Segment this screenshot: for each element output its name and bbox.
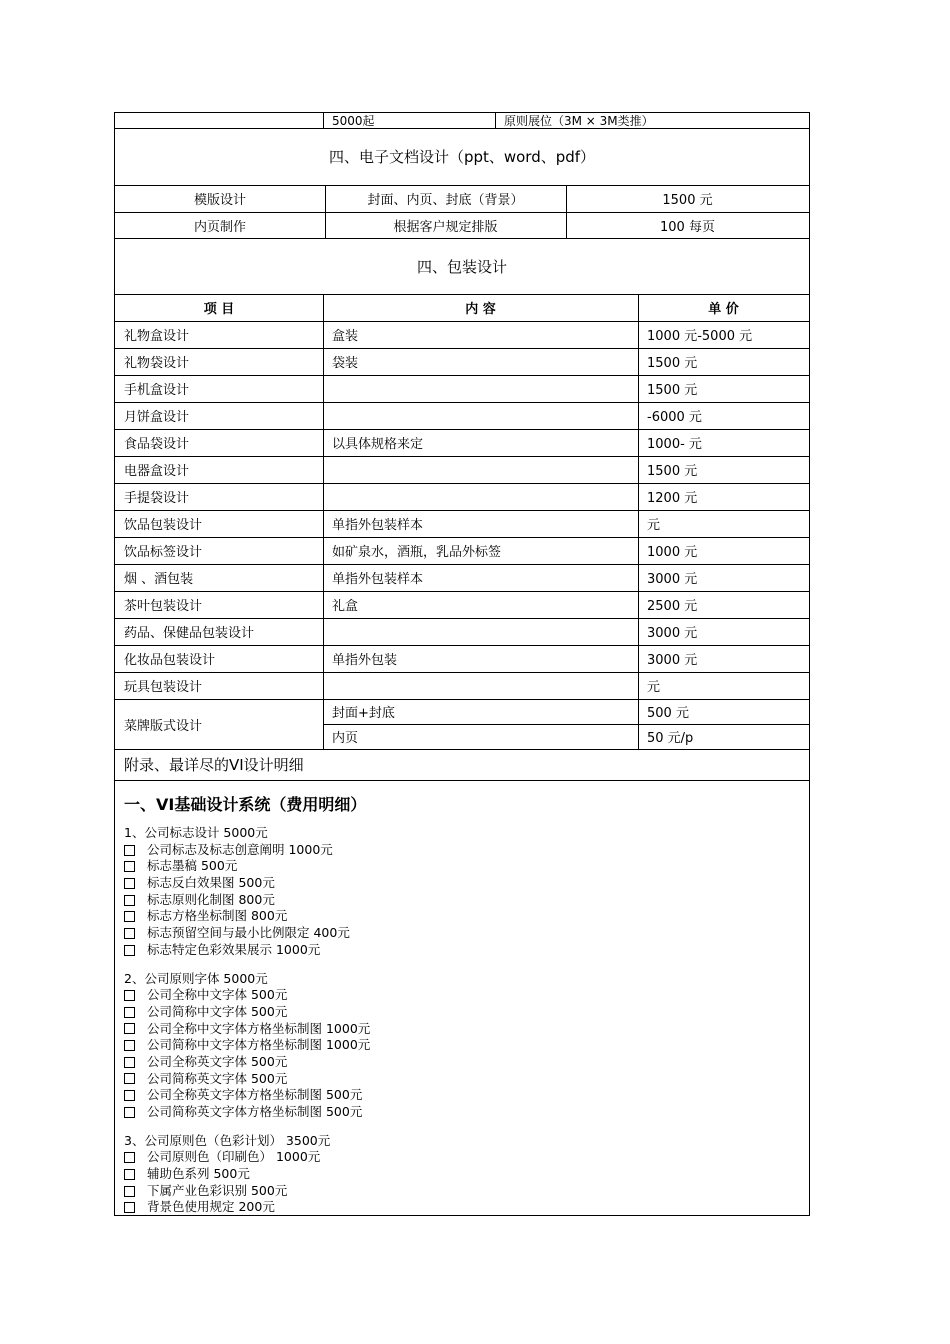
vi-item-label: 背景色使用规定 200元 bbox=[147, 1199, 275, 1215]
column-header-price: 单 价 bbox=[708, 302, 739, 317]
table-cell-content bbox=[323, 672, 638, 699]
table-cell-content: 以具体规格来定 bbox=[332, 437, 424, 452]
spacer bbox=[124, 959, 370, 971]
checkbox-icon bbox=[124, 1107, 135, 1118]
checkbox-icon bbox=[124, 928, 135, 939]
vi-item-label: 标志反白效果图 500元 bbox=[147, 875, 275, 891]
checkbox-icon bbox=[124, 1152, 135, 1163]
table-cell-item: 饮品标签设计 bbox=[124, 545, 203, 560]
vi-item-label: 标志方格坐标制图 800元 bbox=[147, 908, 288, 924]
section-title-packaging: 四、包装设计 bbox=[416, 257, 507, 276]
checkbox-icon bbox=[124, 1073, 135, 1084]
vi-list-item bbox=[124, 1071, 370, 1088]
vi-list-item bbox=[124, 908, 370, 925]
table-cell-item: 食品袋设计 bbox=[124, 437, 190, 452]
checkbox-icon bbox=[124, 1202, 135, 1213]
vi-item-label: 公司简称英文字体 500元 bbox=[147, 1070, 288, 1086]
checkbox-icon bbox=[124, 1007, 135, 1018]
table-cell-content: 礼盒 bbox=[332, 599, 359, 614]
table-cell-price: 元 bbox=[647, 518, 661, 533]
checkbox-icon bbox=[124, 990, 135, 1001]
checkbox-icon bbox=[124, 845, 135, 856]
table-cell-item: 礼物袋设计 bbox=[124, 356, 190, 371]
vi-item-label: 辅助色系列 500元 bbox=[147, 1166, 250, 1182]
table-cell-content bbox=[323, 456, 638, 483]
checkbox-icon bbox=[124, 911, 135, 922]
vi-group-heading: 3、公司原则色（色彩计划） 3500元 bbox=[124, 1132, 331, 1148]
vi-list-item bbox=[124, 1037, 370, 1054]
checkbox-icon bbox=[124, 861, 135, 872]
vi-list-item bbox=[124, 1183, 370, 1200]
vi-detail-list bbox=[124, 825, 370, 1216]
vi-group-heading: 1、公司标志设计 5000元 bbox=[124, 825, 268, 840]
table-cell-item: 礼物盒设计 bbox=[124, 329, 190, 344]
table-cell-content: 单指外包装 bbox=[332, 653, 398, 668]
vi-section-title: 一、VI基础设计系统（费用明细） bbox=[124, 794, 367, 814]
vi-item-label: 标志原则化制图 800元 bbox=[147, 891, 275, 907]
vi-item-label: 公司简称英文字体方格坐标制图 500元 bbox=[147, 1104, 363, 1119]
vi-list-item bbox=[124, 987, 370, 1004]
vi-item-label: 标志预留空间与最小比例限定 400元 bbox=[147, 925, 350, 941]
vi-list-item bbox=[124, 1104, 370, 1121]
table-cell-content: 单指外包装样本 bbox=[332, 518, 424, 533]
vi-list-item bbox=[124, 875, 370, 892]
table-cell-content: 单指外包装样本 bbox=[332, 572, 424, 587]
vi-item-label: 公司标志及标志创意阐明 1000元 bbox=[147, 841, 333, 857]
table-cell-price: 50 元/p bbox=[647, 731, 694, 746]
table-cell-item: 烟 、酒包装 bbox=[124, 572, 194, 587]
table-cell-content: 内页 bbox=[332, 731, 359, 746]
table-cell-price: 3000 元 bbox=[647, 572, 698, 587]
vi-item-label: 标志特定色彩效果展示 1000元 bbox=[147, 941, 321, 957]
table-cell-price: 500 元 bbox=[647, 706, 689, 721]
table-cell-content bbox=[323, 483, 638, 510]
vi-list-item bbox=[124, 925, 370, 942]
vi-item-label: 公司简称中文字体方格坐标制图 1000元 bbox=[147, 1037, 371, 1053]
table-cell-price: 3000 元 bbox=[647, 653, 698, 668]
table-cell-item: 饮品包装设计 bbox=[124, 518, 203, 533]
table-cell-price: 3000 元 bbox=[647, 626, 698, 641]
table-cell-item: 药品、保健品包装设计 bbox=[124, 626, 255, 641]
table-cell-item: 手提袋设计 bbox=[124, 491, 190, 506]
table-cell-item: 月饼盒设计 bbox=[124, 410, 190, 425]
table-cell-item: 手机盒设计 bbox=[124, 383, 190, 398]
table-cell-price: 1000 元-5000 元 bbox=[647, 329, 753, 344]
vi-item-label: 公司全称中文字体方格坐标制图 1000元 bbox=[147, 1020, 371, 1036]
vi-item-label: 公司全称英文字体 500元 bbox=[147, 1053, 288, 1069]
table-cell-content: 根据客户规定排版 bbox=[393, 219, 498, 235]
table-cell-price: -6000 元 bbox=[647, 410, 702, 425]
table-cell-price: 1200 元 bbox=[647, 491, 698, 506]
table-cell-price: 元 bbox=[647, 680, 661, 695]
table-cell-content: 袋装 bbox=[332, 356, 359, 371]
vi-list-item bbox=[124, 1004, 370, 1021]
checkbox-icon bbox=[124, 1186, 135, 1197]
table-cell-content bbox=[323, 375, 638, 402]
vi-item-label: 公司全称英文字体方格坐标制图 500元 bbox=[147, 1087, 363, 1103]
table-cell-item: 电器盒设计 bbox=[124, 464, 190, 479]
vi-item-label: 公司全称中文字体 500元 bbox=[147, 987, 288, 1003]
vi-list-item bbox=[124, 892, 370, 909]
table-cell-price: 1500 元 bbox=[647, 383, 698, 398]
table-cell-item: 茶叶包装设计 bbox=[124, 599, 203, 614]
table-cell-item: 内页制作 bbox=[193, 219, 246, 235]
table-cell-item: 化妆品包装设计 bbox=[124, 653, 216, 668]
table-cell-price: 1500 元 bbox=[647, 464, 698, 479]
table-cell-price: 100 每页 bbox=[660, 219, 715, 235]
checkbox-icon bbox=[124, 1023, 135, 1034]
section-title-electronic: 四、电子文档设计（ppt、word、pdf） bbox=[328, 148, 596, 166]
vi-list-item bbox=[124, 1149, 370, 1166]
vi-item-label: 公司简称中文字体 500元 bbox=[147, 1003, 288, 1019]
vi-list-item bbox=[124, 842, 370, 859]
vi-list-item bbox=[124, 1087, 370, 1104]
table-cell-content bbox=[323, 618, 638, 645]
column-header-item: 项 目 bbox=[203, 302, 235, 317]
vi-list-item bbox=[124, 1054, 370, 1071]
table-cell-item: 玩具包装设计 bbox=[124, 680, 203, 695]
vi-item-label: 下属产业色彩识别 500元 bbox=[147, 1182, 288, 1198]
vi-list-item bbox=[124, 1021, 370, 1038]
table-cell-content: 封面、内页、封底（背景） bbox=[367, 193, 524, 208]
vi-list-item bbox=[124, 1166, 370, 1183]
table-cell-price: 1500 元 bbox=[662, 193, 713, 208]
checkbox-icon bbox=[124, 1169, 135, 1180]
vi-list-item bbox=[124, 1199, 370, 1216]
table-cell-item: 模版设计 bbox=[193, 193, 246, 208]
top-row-cell: 原则展位（3M × 3M类推） bbox=[504, 114, 654, 128]
table-cell-price: 2500 元 bbox=[647, 599, 698, 614]
vi-list-item bbox=[124, 942, 370, 959]
divider bbox=[115, 780, 809, 781]
table-cell-item: 菜牌版式设计 bbox=[124, 718, 203, 734]
column-header-content: 内 容 bbox=[465, 302, 496, 317]
document-table bbox=[114, 112, 810, 1216]
table-cell-content bbox=[323, 402, 638, 429]
vi-group-heading: 2、公司原则字体 5000元 bbox=[124, 970, 268, 986]
checkbox-icon bbox=[124, 1040, 135, 1051]
top-row-cell: 5000起 bbox=[332, 114, 375, 128]
table-cell-price: 1500 元 bbox=[647, 356, 698, 371]
vi-item-label: 标志墨稿 500元 bbox=[147, 858, 238, 874]
table-cell-content: 如矿泉水，酒瓶，乳品外标签 bbox=[332, 545, 502, 560]
table-cell-price: 1000 元 bbox=[647, 545, 698, 560]
table-cell-content: 盒装 bbox=[332, 329, 359, 344]
checkbox-icon bbox=[124, 1057, 135, 1068]
table-cell-price: 1000- 元 bbox=[647, 437, 702, 452]
divider bbox=[115, 699, 809, 700]
checkbox-icon bbox=[124, 945, 135, 956]
appendix-title: 附录、最详尽的VI设计明细 bbox=[124, 756, 304, 774]
checkbox-icon bbox=[124, 895, 135, 906]
checkbox-icon bbox=[124, 1090, 135, 1101]
table-cell-content: 封面+封底 bbox=[332, 706, 395, 721]
vi-list-item bbox=[124, 858, 370, 875]
spacer bbox=[124, 1121, 370, 1133]
checkbox-icon bbox=[124, 878, 135, 889]
vi-item-label: 公司原则色（印刷色） 1000元 bbox=[147, 1149, 321, 1165]
